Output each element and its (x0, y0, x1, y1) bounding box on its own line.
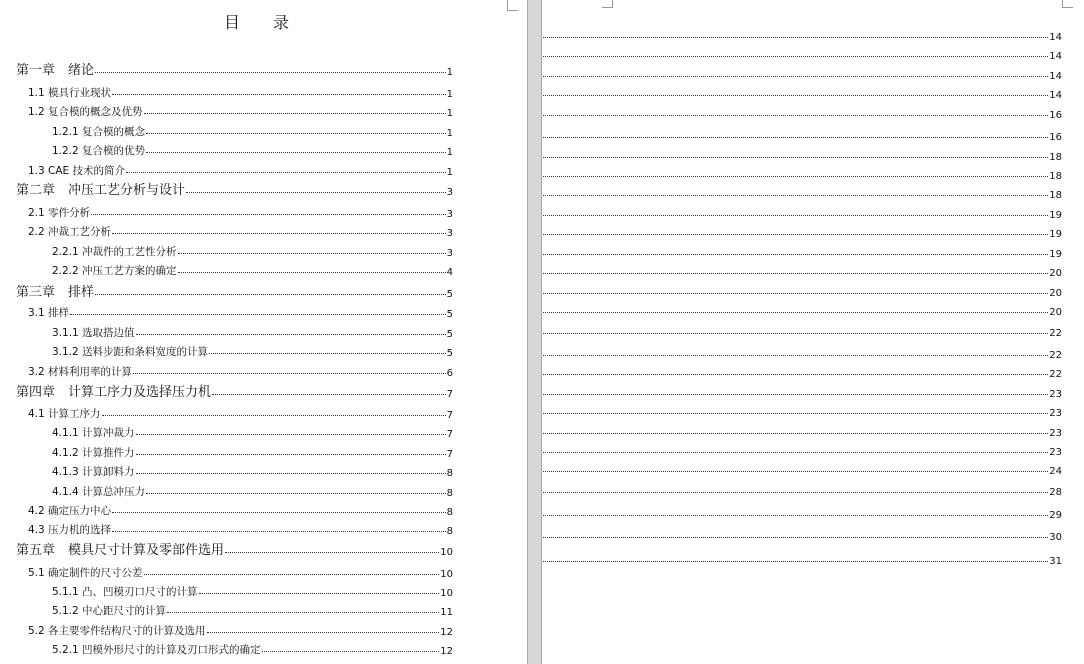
toc-entry-page: 1 (446, 147, 453, 158)
toc-entry-page: 3 (446, 187, 453, 198)
toc-entry-page: 23 (1049, 428, 1062, 439)
toc-entry-page: 14 (1049, 32, 1062, 43)
toc-entry-label: 4.1.1 计算冲裁力 (52, 427, 135, 439)
toc-entry-label: 4.1.2 计算推件力 (52, 447, 135, 459)
toc-dot-leader (102, 415, 446, 416)
toc-dot-leader (112, 531, 446, 532)
toc-entry[interactable] (52, 241, 453, 259)
toc-dot-leader (112, 512, 446, 513)
toc-entry[interactable] (28, 202, 453, 220)
toc-dot-leader (146, 493, 446, 494)
toc-entry[interactable] (52, 600, 453, 618)
toc-entry[interactable] (542, 480, 1062, 498)
toc-dot-leader (112, 233, 446, 234)
toc-entry-page: 8 (446, 526, 453, 537)
toc-entry-page: 19 (1049, 229, 1062, 240)
toc-dot-leader (542, 413, 1048, 414)
toc-dot-leader (144, 113, 446, 114)
toc-dot-leader (542, 56, 1048, 57)
toc-dot-leader (542, 492, 1048, 493)
toc-entry-label: 第五章 模具尺寸计算及零部件选用 (16, 543, 225, 558)
toc-dot-leader (542, 561, 1048, 562)
toc-entry-label: 第一章 绪论 (16, 63, 95, 78)
toc-entry-page: 20 (1049, 268, 1062, 279)
toc-dot-leader (136, 334, 446, 335)
toc-entry-page: 23 (1049, 447, 1062, 458)
toc-entry[interactable] (52, 322, 453, 340)
toc-entry-label: 2.2.2 冲压工艺方案的确定 (52, 265, 177, 277)
toc-entry-page: 10 (440, 588, 453, 599)
toc-entry-page: 23 (1049, 408, 1062, 419)
toc-entry-page: 10 (440, 547, 453, 558)
toc-entry-page: 5 (446, 289, 453, 300)
toc-dot-leader (262, 651, 440, 652)
toc-entry-page: 3 (446, 209, 453, 220)
toc-dot-leader (186, 192, 446, 193)
toc-dot-leader (136, 454, 446, 455)
toc-entry[interactable] (542, 242, 1062, 260)
toc-entry-page: 6 (446, 368, 453, 379)
toc-entry-page: 22 (1049, 328, 1062, 339)
toc-entry[interactable] (16, 282, 453, 300)
toc-entry-label: 第三章 排样 (16, 285, 95, 300)
toc-dot-leader (542, 273, 1048, 274)
toc-entry[interactable] (28, 620, 453, 638)
toc-entry-page: 29 (1049, 510, 1062, 521)
toc-entry-label: 3.1 排样 (28, 307, 70, 319)
toc-entry-label: 4.2 确定压力中心 (28, 505, 112, 517)
toc-dot-leader (167, 612, 439, 613)
toc-dot-leader (542, 195, 1048, 196)
toc-entry-page: 24 (1049, 466, 1062, 477)
toc-dot-leader (136, 473, 446, 474)
toc-entry-page: 8 (446, 468, 453, 479)
toc-entry-page: 11 (440, 607, 453, 618)
toc-entry-page: 8 (446, 507, 453, 518)
toc-dot-leader (209, 353, 446, 354)
toc-entry[interactable] (52, 121, 453, 139)
toc-entry[interactable] (28, 361, 453, 379)
toc-entry-page: 23 (1049, 389, 1062, 400)
toc-entry[interactable] (542, 300, 1062, 318)
toc-entry-page: 19 (1049, 210, 1062, 221)
page-corner-mark (1062, 0, 1073, 8)
toc-dot-leader (178, 253, 446, 254)
toc-dot-leader (542, 215, 1048, 216)
toc-entry-page: 12 (440, 627, 453, 638)
toc-entry[interactable] (52, 581, 453, 599)
toc-entry-page: 18 (1049, 190, 1062, 201)
toc-dot-leader (112, 94, 446, 95)
toc-entry-label: 1.3 CAE 技术的简介 (28, 165, 126, 177)
toc-entry[interactable] (16, 540, 453, 558)
toc-dot-leader (146, 133, 446, 134)
toc-dot-leader (225, 552, 439, 553)
toc-entry-page: 7 (446, 429, 453, 440)
toc-entry[interactable] (52, 461, 453, 479)
toc-dot-leader (542, 515, 1048, 516)
toc-entry-page: 3 (446, 248, 453, 259)
toc-entry[interactable] (28, 82, 453, 100)
toc-entry-page: 14 (1049, 71, 1062, 82)
toc-entry-label: 2.1 零件分析 (28, 207, 91, 219)
toc-entry[interactable] (28, 519, 453, 537)
toc-entry[interactable] (542, 103, 1062, 121)
toc-entry[interactable] (542, 145, 1062, 163)
toc-entry[interactable] (52, 442, 453, 460)
toc-entry-page: 20 (1049, 288, 1062, 299)
toc-entry[interactable] (542, 549, 1062, 567)
toc-dot-leader (542, 157, 1048, 158)
toc-entry[interactable] (542, 343, 1062, 361)
toc-entry-label: 4.1.4 计算总冲压力 (52, 486, 146, 498)
toc-dot-leader (542, 293, 1048, 294)
toc-entry[interactable] (542, 440, 1062, 458)
toc-entry[interactable] (28, 500, 453, 518)
toc-entry[interactable] (28, 101, 453, 119)
toc-entry-label: 1.2.2 复合模的优势 (52, 145, 146, 157)
toc-entry-label: 2.2.1 冲裁件的工艺性分析 (52, 246, 177, 258)
toc-dot-leader (542, 137, 1048, 138)
toc-entry-page: 1 (446, 167, 453, 178)
toc-dot-leader (146, 152, 446, 153)
toc-entry-page: 8 (446, 488, 453, 499)
toc-dot-leader (542, 537, 1048, 538)
toc-entry[interactable] (542, 222, 1062, 240)
toc-entry-page: 22 (1049, 369, 1062, 380)
toc-entry[interactable] (542, 203, 1062, 221)
toc-entry[interactable] (52, 422, 453, 440)
toc-title: 目 录 (223, 13, 304, 32)
toc-entry[interactable] (542, 183, 1062, 201)
toc-entry-page: 20 (1049, 307, 1062, 318)
toc-entry-page: 12 (440, 646, 453, 657)
toc-entry[interactable] (52, 260, 453, 278)
toc-entry[interactable] (542, 164, 1062, 182)
toc-entry[interactable] (542, 83, 1062, 101)
toc-entry-page: 5 (446, 309, 453, 320)
toc-entry-label: 3.1.1 选取搭边值 (52, 327, 135, 339)
toc-dot-leader (95, 72, 446, 73)
toc-entry-page: 18 (1049, 152, 1062, 163)
toc-entry-page: 16 (1049, 110, 1062, 121)
toc-dot-leader (136, 434, 446, 435)
toc-entry-page: 14 (1049, 51, 1062, 62)
toc-entry-page: 7 (446, 410, 453, 421)
toc-entry[interactable] (28, 221, 453, 239)
toc-entry-page: 5 (446, 348, 453, 359)
toc-entry-page: 16 (1049, 132, 1062, 143)
toc-entry[interactable] (52, 140, 453, 158)
toc-entry[interactable] (542, 44, 1062, 62)
toc-entry-page: 5 (446, 329, 453, 340)
toc-entry-page: 14 (1049, 90, 1062, 101)
toc-entry-page: 30 (1049, 532, 1062, 543)
toc-dot-leader (542, 76, 1048, 77)
toc-entry-label: 5.1.1 凸、凹模刃口尺寸的计算 (52, 586, 198, 598)
toc-dot-leader (542, 394, 1048, 395)
toc-dot-leader (542, 312, 1048, 313)
toc-entry[interactable] (28, 302, 453, 320)
toc-dot-leader (542, 433, 1048, 434)
toc-entry-label: 1.1 模具行业现状 (28, 87, 112, 99)
toc-dot-leader (178, 272, 446, 273)
toc-dot-leader (542, 115, 1048, 116)
toc-entry[interactable] (52, 639, 453, 657)
toc-entry-page: 1 (446, 128, 453, 139)
toc-entry[interactable] (542, 525, 1062, 543)
toc-entry[interactable] (16, 60, 453, 78)
toc-entry[interactable] (542, 459, 1062, 477)
toc-entry[interactable] (28, 403, 453, 421)
toc-entry[interactable] (542, 421, 1062, 439)
toc-dot-leader (542, 37, 1048, 38)
toc-dot-leader (542, 374, 1048, 375)
toc-entry-label: 4.3 压力机的选择 (28, 524, 112, 536)
toc-dot-leader (133, 373, 446, 374)
toc-entry-page: 19 (1049, 249, 1062, 260)
toc-entry-label: 3.1.2 送料步距和条料宽度的计算 (52, 346, 209, 358)
toc-dot-leader (542, 471, 1048, 472)
toc-dot-leader (70, 314, 446, 315)
toc-entry-label: 2.2 冲裁工艺分析 (28, 226, 112, 238)
toc-entry[interactable] (542, 503, 1062, 521)
toc-entry[interactable] (28, 562, 453, 580)
toc-dot-leader (542, 333, 1048, 334)
toc-dot-leader (95, 294, 446, 295)
toc-entry-page: 7 (446, 389, 453, 400)
toc-entry[interactable] (542, 125, 1062, 143)
toc-entry-label: 4.1.3 计算卸料力 (52, 466, 135, 478)
toc-entry[interactable] (52, 341, 453, 359)
toc-dot-leader (91, 214, 446, 215)
toc-entry-label: 5.1 确定制件的尺寸公差 (28, 567, 143, 579)
toc-entry-page: 4 (446, 267, 453, 278)
toc-entry[interactable] (542, 261, 1062, 279)
left-page (0, 0, 527, 664)
toc-entry[interactable] (542, 401, 1062, 419)
page-gap (527, 0, 542, 664)
toc-dot-leader (212, 394, 446, 395)
toc-entry-label: 1.2.1 复合模的概念 (52, 126, 146, 138)
toc-entry[interactable] (16, 180, 453, 198)
toc-entry[interactable] (542, 25, 1062, 43)
toc-entry-page: 1 (446, 108, 453, 119)
toc-entry-label: 1.2 复合模的概念及优势 (28, 106, 143, 118)
toc-entry-page: 3 (446, 228, 453, 239)
toc-dot-leader (144, 574, 440, 575)
toc-dot-leader (542, 95, 1048, 96)
toc-dot-leader (126, 172, 446, 173)
toc-entry[interactable] (542, 64, 1062, 82)
toc-dot-leader (542, 254, 1048, 255)
toc-entry[interactable] (16, 382, 453, 400)
toc-entry-page: 18 (1049, 171, 1062, 182)
toc-dot-leader (207, 632, 440, 633)
toc-entry-page: 28 (1049, 487, 1062, 498)
toc-entry-label: 4.1 计算工序力 (28, 408, 101, 420)
toc-entry-label: 第二章 冲压工艺分析与设计 (16, 183, 186, 198)
toc-entry-page: 31 (1049, 556, 1062, 567)
toc-dot-leader (542, 176, 1048, 177)
toc-entry-page: 22 (1049, 350, 1062, 361)
toc-entry-page: 1 (446, 67, 453, 78)
toc-entry[interactable] (28, 160, 453, 178)
toc-entry-label: 第四章 计算工序力及选择压力机 (16, 385, 212, 400)
toc-dot-leader (542, 452, 1048, 453)
toc-dot-leader (199, 593, 440, 594)
toc-entry-page: 7 (446, 449, 453, 460)
toc-entry-page: 10 (440, 569, 453, 580)
toc-entry-label: 3.2 材料利用率的计算 (28, 366, 133, 378)
toc-entry[interactable] (542, 362, 1062, 380)
toc-entry[interactable] (542, 281, 1062, 299)
toc-dot-leader (542, 355, 1048, 356)
toc-entry-label: 5.2 各主要零件结构尺寸的计算及选用 (28, 625, 206, 637)
page-corner-mark (602, 0, 613, 8)
toc-entry[interactable] (52, 481, 453, 499)
toc-dot-leader (542, 234, 1048, 235)
toc-entry-label: 5.1.2 中心距尺寸的计算 (52, 605, 167, 617)
toc-entry[interactable] (542, 382, 1062, 400)
toc-entry[interactable] (542, 321, 1062, 339)
right-page (542, 0, 1084, 664)
toc-entry-label: 5.2.1 凹模外形尺寸的计算及刃口形式的确定 (52, 644, 261, 656)
toc-entry-page: 1 (446, 89, 453, 100)
